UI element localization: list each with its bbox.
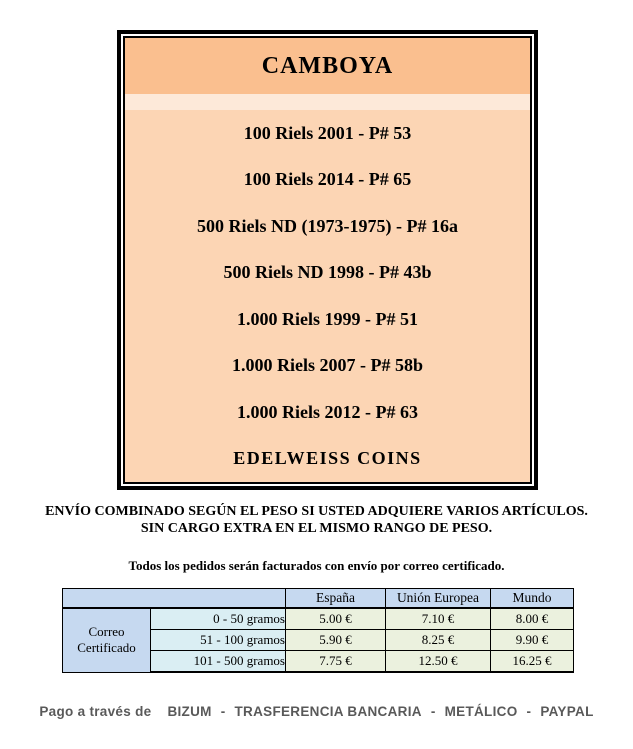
payment-method: PAYPAL [540,704,594,719]
box-subheader-band [125,94,530,110]
box-item: 500 Riels ND (1973-1975) - P# 16a [197,215,458,236]
weight-range-cell: 0 - 50 gramos [151,608,286,630]
price-cell-espana: 7.75 € [286,651,386,673]
col-header-union-europea: Unión Europea [386,589,491,609]
price-cell-mundo: 9.90 € [491,630,574,651]
price-cell-union-europea: 7.10 € [386,608,491,630]
payment-prefix: Pago a través de [39,704,152,719]
table-corner-cell [63,589,286,609]
weight-range-cell: 51 - 100 gramos [151,630,286,651]
combined-shipping-line2: SIN CARGO EXTRA EN EL MISMO RANGO DE PESO. [140,521,493,536]
combined-shipping-line1: ENVÍO COMBINADO SEGÚN EL PESO SI USTED ADQUIERE VARIOS ARTÍCULOS. [45,504,588,519]
rates-row [63,608,574,630]
price-cell-union-europea: 12.50 € [386,651,491,673]
shipping-rates-table [62,588,574,673]
coin-listing-box-inner [123,36,532,484]
payment-method: BIZUM [167,704,212,719]
price-cell-espana: 5.90 € [286,630,386,651]
col-header-mundo: Mundo [491,589,574,609]
payment-line [0,704,633,719]
box-item: 500 Riels ND 1998 - P# 43b [223,262,432,283]
price-cell-mundo: 16.25 € [491,651,574,673]
payment-separator: - [220,704,226,719]
payment-method: METÁLICO [444,704,518,719]
price-cell-mundo: 8.00 € [491,608,574,630]
payment-separator: - [430,704,436,719]
billing-note: Todos los pedidos serán facturados con envío por correo certificado. [128,558,505,573]
country-title: CAMBOYA [261,52,394,79]
seller-name: EDELWEISS COINS [233,448,422,469]
rates-header-row [63,589,574,609]
col-header-espana: España [286,589,386,609]
box-header [125,38,530,94]
weight-range-cell: 101 - 500 gramos [151,651,286,673]
coin-listing-box [117,30,538,490]
row-header-correo-certificado: Correo Certificado [63,608,151,672]
box-item: 100 Riels 2001 - P# 53 [243,122,412,143]
combined-shipping-notice [0,503,633,537]
price-cell-espana: 5.00 € [286,608,386,630]
payment-methods [167,704,593,719]
payment-method: TRASFERENCIA BANCARIA [234,704,422,719]
payment-separator: - [526,704,532,719]
box-item: 1.000 Riels 2012 - P# 63 [237,401,418,422]
box-item: 1.000 Riels 2007 - P# 58b [232,355,423,376]
box-item: 1.000 Riels 1999 - P# 51 [237,308,418,329]
box-item: 100 Riels 2014 - P# 65 [243,169,412,190]
box-item-list [125,110,530,482]
price-cell-union-europea: 8.25 € [386,630,491,651]
